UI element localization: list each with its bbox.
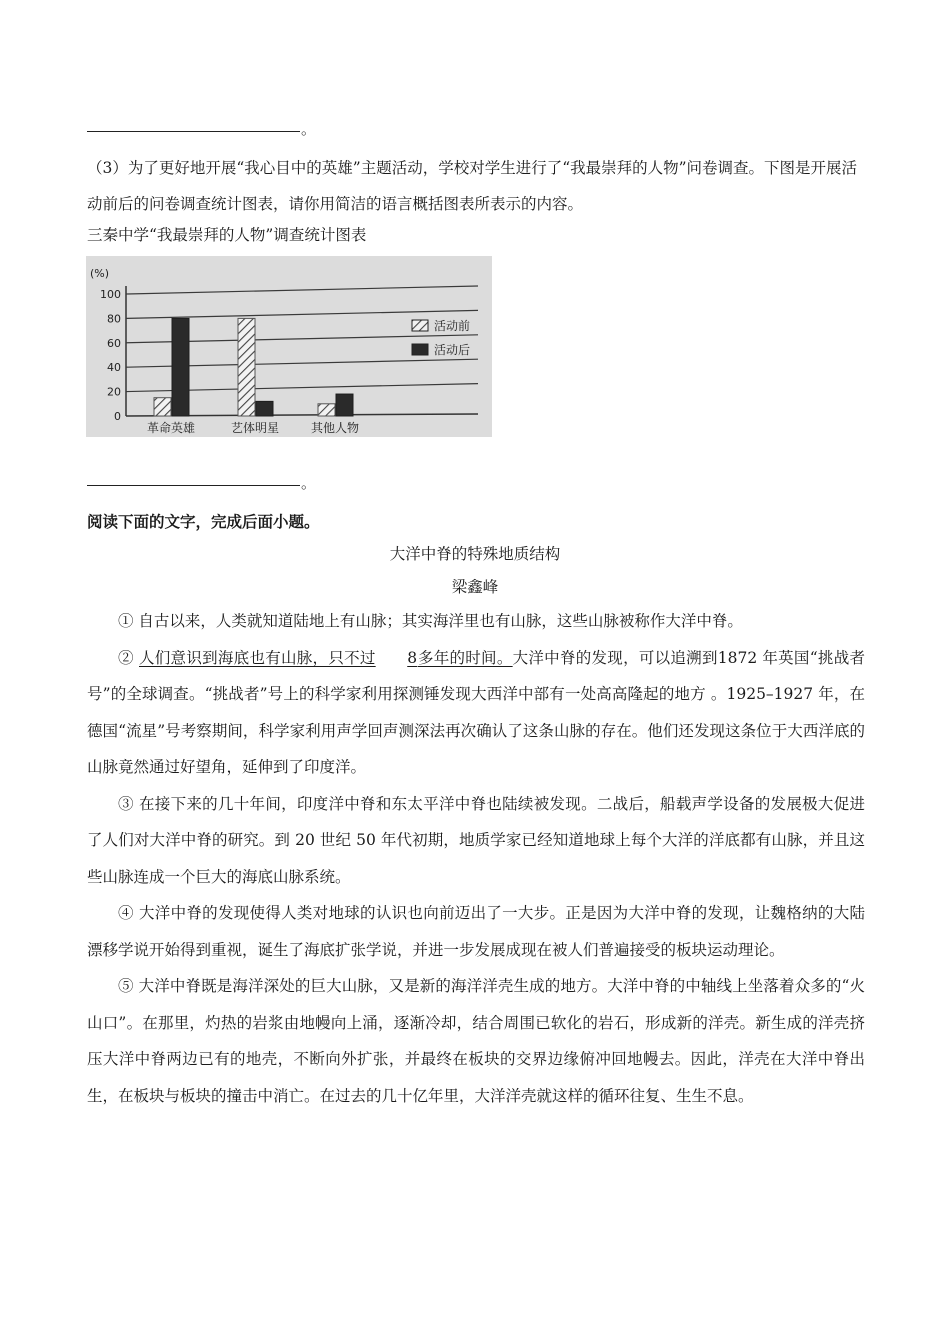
legend-label-before: 活动前 <box>434 319 471 333</box>
paragraph-4: ④ 大洋中脊的发现使得人类对地球的认识也向前迈出了一大步。正是因为大洋中脊的发现，让魏格纳的大陆漂移学说开始得到重视，诞生了海底扩张学说，并进一步发展成现在被人们普遍接受的板块运动理论。 <box>87 904 865 959</box>
paragraph-5: ⑤ 大洋中脊既是海洋深处的巨大山脉，又是新的海洋洋壳生成的地方。大洋中脊的中轴线上坐落着众多的“火山口”。在那里，灼热的岩浆由地幔向上涌，逐渐冷却，结合周围已软化的岩石，形成新的洋壳。新生成的洋壳挤压大洋中脊两边已有的地壳，不断向外扩张，并最终在板块的交界边缘俯冲回地幔去。因此，洋壳在大洋中脊出生，在板块与板块的撞击中消亡。在过去的几十亿年里，大洋洋壳就这样的循环往复、生生不息。 <box>87 977 865 1105</box>
article-title: 大洋中脊的特殊地质结构 <box>389 545 561 563</box>
paragraph-2 <box>87 640 865 786</box>
question-3 <box>87 150 867 222</box>
bar-chart <box>86 256 492 437</box>
y-tick-label: 60 <box>107 336 121 350</box>
answer-period: 。 <box>301 120 317 138</box>
answer-period: 。 <box>301 474 317 492</box>
paragraph-3: ③ 在接下来的几十年间，印度洋中脊和东太平洋中脊也陆续被发现。二战后，船载声学设备的发展极大促进了人们对大洋中脊的研究。到 20 世纪 50 年代初期，地质学家已经知道地球上每个大洋的洋底都有山脉，并且这些山脉连成一个巨大的海底山脉系统。 <box>87 794 865 886</box>
legend-label-after: 活动后 <box>434 343 471 357</box>
article-author: 梁鑫峰 <box>451 578 499 596</box>
answer-blank-chart <box>87 472 317 492</box>
answer-blank-top <box>87 118 317 138</box>
underlined-sentence-part-1: 人们意识到海底也有山脉，只不过 <box>139 648 376 667</box>
underlined-sentence-part-2: 多年的时间。 <box>417 648 513 667</box>
bar-before-2 <box>318 404 335 416</box>
bar-before-0 <box>154 398 171 416</box>
answer-underline <box>87 131 300 132</box>
x-category-label: 艺体明星 <box>230 421 280 435</box>
bar-chart-svg <box>86 256 492 437</box>
fill-blank-number: 8 <box>407 648 418 667</box>
article-body <box>87 603 865 1114</box>
question-3-text: （3）为了更好地开展“我心目中的英雄”主题活动，学校对学生进行了“我最崇拜的人物”问卷调查。下图是开展活动前后的问卷调查统计图表，请你用简洁的语言概括图表所表示的内容。 <box>87 159 858 213</box>
x-category-label: 革命英雄 <box>146 421 196 435</box>
bar-before-1 <box>238 318 255 416</box>
paragraph-2-number: ② <box>118 648 134 667</box>
chart-caption: 三秦中学“我最崇拜的人物”调查统计图表 <box>87 226 367 244</box>
bar-after-1 <box>256 401 273 416</box>
bar-after-0 <box>172 318 189 416</box>
gridline <box>126 310 478 318</box>
y-tick-label: 0 <box>114 410 121 423</box>
y-tick-label: 20 <box>107 385 121 399</box>
paragraph-1: ① 自古以来，人类就知道陆地上有山脉；其实海洋里也有山脉，这些山脉被称作大洋中脊。 <box>118 612 743 630</box>
x-category-label: 其他人物 <box>310 421 360 435</box>
section-heading: 阅读下面的文字，完成后面小题。 <box>87 513 320 531</box>
gridline <box>126 286 478 294</box>
y-axis-label: (%) <box>90 267 110 280</box>
legend-swatch-before <box>412 320 428 331</box>
answer-underline <box>87 485 300 486</box>
y-tick-label: 100 <box>100 288 121 301</box>
y-tick-label: 80 <box>107 312 121 326</box>
paragraph-2-rest: 大洋中脊的发现，可以追溯到1872 年英国“挑战者号”的全球调查。“挑战者”号上的科学家利用探测锤发现大西洋中部有一处高高隆起的地方 。1925–1927 年，在德国“流星”号考察期间，科学家利用声学回声测深法再次确认了这条山脉的存在。他们还发现这条位于大西洋底的山脉竟然通过好望角，延伸到了印度洋。 <box>87 648 865 776</box>
y-tick-label: 40 <box>107 361 121 375</box>
bar-after-2 <box>336 394 353 416</box>
legend-swatch-after <box>412 344 428 355</box>
